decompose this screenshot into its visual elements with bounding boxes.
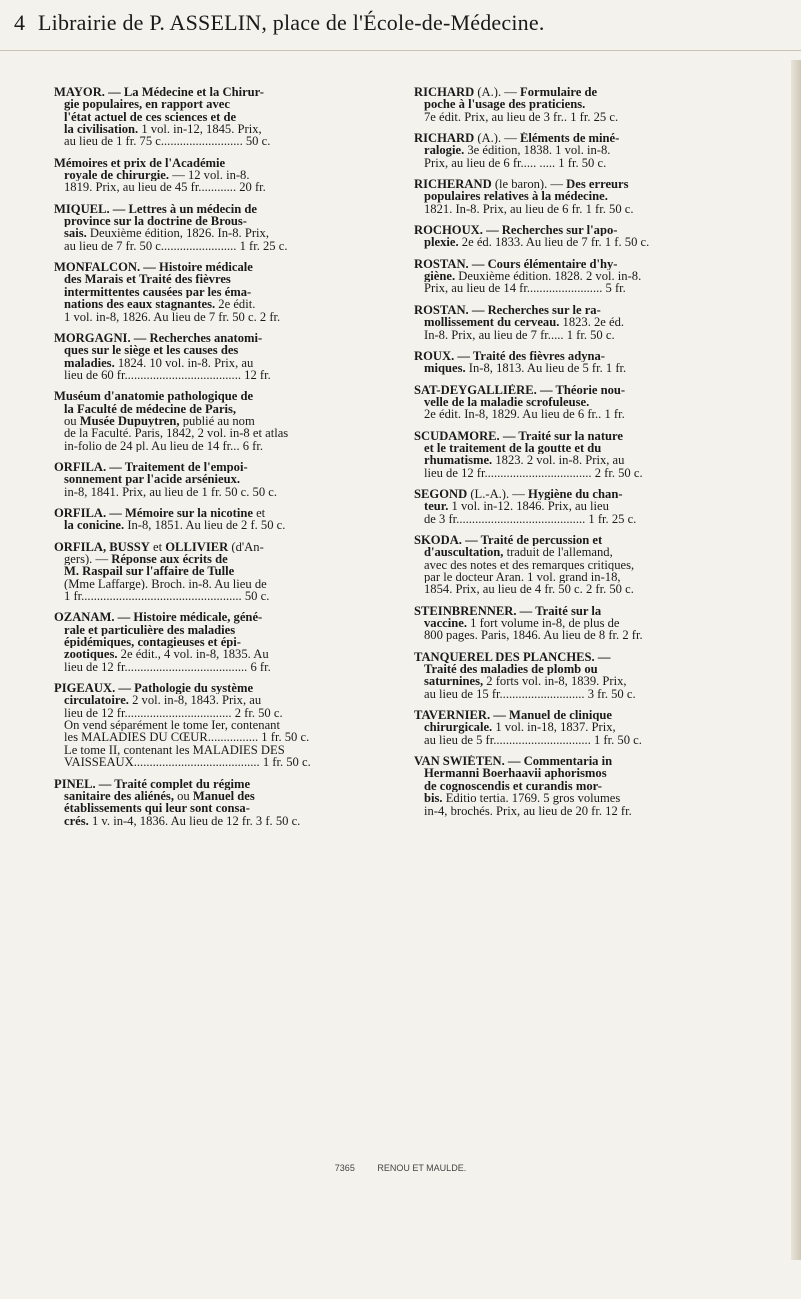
- entry-line: [54, 553, 404, 565]
- entry-bold-text: giène.: [424, 270, 456, 283]
- catalog-entry: [414, 384, 784, 421]
- entry-line: [54, 694, 404, 706]
- catalog-entry: [414, 430, 784, 479]
- entry-line: [54, 261, 404, 273]
- entry-bold-text: MIQUEL. — Lettres à un médecin de: [54, 202, 258, 216]
- entry-line: [414, 605, 784, 617]
- entry-bold-text: MONFALCON. — Histoire médicale: [54, 261, 253, 274]
- catalog-entry: [54, 390, 404, 452]
- entry-line: [414, 651, 784, 663]
- entry-line: [54, 778, 404, 790]
- entry-bold-text: PIGEAUX. — Pathologie du système: [54, 682, 254, 695]
- entry-line: [54, 298, 404, 310]
- entry-line: [54, 731, 404, 743]
- entry-line: [414, 571, 784, 583]
- entry-bold-text: rhumatisme.: [424, 454, 493, 467]
- entry-line: [54, 756, 404, 768]
- entry-line: [54, 636, 404, 648]
- entry-line: [414, 190, 784, 202]
- entry-bold-text: chirurgicale.: [424, 721, 493, 734]
- entry-text: 1819. Prix, au lieu de 45 fr............ 20 fr.: [64, 181, 266, 194]
- entry-line: [414, 396, 784, 408]
- entry-bold-text: SKODA. — Traité de percussion et: [414, 533, 603, 547]
- entry-text: in-folio de 24 pl. Au lieu de 14 fr... 6 fr.: [64, 439, 264, 452]
- entry-line: [54, 473, 404, 485]
- entry-text: (A.). —: [474, 86, 520, 99]
- catalog-entry: [414, 534, 784, 596]
- entry-line: [414, 709, 784, 721]
- left-column: [54, 86, 404, 836]
- entry-line: [414, 384, 784, 396]
- entry-bold-text: Musée Dupuytren,: [79, 414, 180, 428]
- entry-text: 2 vol. in-8, 1843. Prix, au: [128, 694, 262, 707]
- entry-line: [414, 203, 784, 215]
- entry-text: au lieu de 1 fr. 75 c.......................... 50 c.: [64, 135, 271, 148]
- entry-bold-text: MORGAGNI. — Recherches anatomi-: [54, 331, 263, 345]
- entry-bold-text: ORFILA, BUSSY: [54, 540, 150, 553]
- entry-line: [414, 350, 784, 362]
- entry-line: [414, 442, 784, 454]
- entry-line: [54, 181, 404, 193]
- entry-bold-text: intermittentes causées par les éma-: [64, 285, 252, 299]
- entry-line: [414, 144, 784, 156]
- entry-text: (d'An-: [228, 540, 264, 553]
- entry-line: [54, 123, 404, 135]
- entry-line: [414, 755, 784, 767]
- entry-line: [54, 203, 404, 215]
- entry-line: [54, 169, 404, 181]
- catalog-entry: [54, 541, 404, 603]
- entry-bold-text: ROSTAN. — Cours élémentaire d'hy-: [414, 257, 618, 271]
- entry-bold-text: circulatoire.: [64, 694, 129, 707]
- entry-text: par le docteur Aran. 1 vol. grand in-18,: [424, 571, 621, 584]
- catalog-entry: [414, 755, 784, 817]
- catalog-entry: [414, 350, 784, 375]
- entry-text: (A.). —: [474, 132, 520, 145]
- entry-line: [414, 98, 784, 110]
- entry-bold-text: sonnement par l'acide arsénieux.: [64, 473, 241, 486]
- entry-text: (Mme Laffarge). Broch. in-8. Au lieu de: [64, 577, 267, 591]
- catalog-entry: [414, 178, 784, 215]
- entry-line: [54, 565, 404, 577]
- entry-bold-text: bis.: [424, 792, 443, 805]
- entry-line: [54, 427, 404, 439]
- entry-line: [54, 661, 404, 673]
- entry-text: in-8, 1841. Prix, au lieu de 1 fr. 50 c. 50 c.: [64, 485, 278, 498]
- entry-bold-text: la civilisation.: [64, 123, 139, 136]
- entry-line: [414, 767, 784, 779]
- entry-bold-text: Manuel des: [192, 789, 255, 803]
- entry-text: de la Faculté. Paris, 1842, 2 vol. in-8 et atlas: [64, 427, 289, 440]
- entry-line: [414, 675, 784, 687]
- entry-bold-text: PINEL. — Traité complet du régime: [54, 777, 251, 790]
- entry-bold-text: la conicine.: [64, 519, 125, 532]
- footer-code: 7365: [334, 1163, 355, 1173]
- entry-bold-text: poche à l'usage des praticiens.: [424, 98, 586, 111]
- entry-bold-text: ROUX. — Traité des fièvres adyna-: [414, 349, 605, 363]
- entry-text: (L.-A.). —: [467, 487, 529, 501]
- catalog-entry: [414, 224, 784, 249]
- entry-line: [54, 332, 404, 344]
- entry-text: lieu de 60 fr..................................... 12 fr.: [64, 368, 271, 382]
- entry-text: gers). —: [64, 553, 112, 566]
- entry-line: [54, 369, 404, 381]
- entry-line: [54, 611, 404, 623]
- entry-text: 1 fort volume in-8, de plus de: [467, 617, 620, 630]
- entry-line: [414, 663, 784, 675]
- entry-text: 1823. 2e éd.: [559, 316, 625, 329]
- catalog-entry: [54, 507, 404, 532]
- entry-line: [414, 583, 784, 595]
- entry-bold-text: teur.: [424, 500, 449, 513]
- entry-bold-text: RICHERAND: [414, 178, 492, 191]
- entry-bold-text: Traité des maladies de plomb ou: [424, 663, 598, 676]
- catalog-entry: [54, 611, 404, 673]
- entry-bold-text: Formulaire de: [520, 86, 598, 99]
- entry-text: Le tome II, contenant les MALADIES DES: [64, 743, 285, 757]
- entry-bold-text: RICHARD: [414, 86, 475, 99]
- catalog-entry: [54, 157, 404, 194]
- entry-text: au lieu de 15 fr........................... 3 fr. 50 c.: [424, 687, 636, 701]
- catalog-entry: [54, 682, 404, 768]
- entry-line: [54, 461, 404, 473]
- page-title: Librairie de P. ASSELIN, place de l'École-de-Médecine.: [38, 10, 545, 35]
- entry-bold-text: nations des eaux stagnantes.: [64, 298, 216, 311]
- entry-line: [414, 792, 784, 804]
- entry-line: [54, 111, 404, 123]
- entry-bold-text: ralogie.: [424, 144, 465, 157]
- entry-bold-text: Muséum d'anatomie pathologique de: [54, 390, 254, 403]
- entry-bold-text: sais.: [64, 227, 87, 240]
- entry-text: ou: [64, 414, 80, 428]
- entry-line: [54, 311, 404, 323]
- entry-bold-text: M. Raspail sur l'affaire de Tulle: [64, 565, 235, 578]
- entry-line: [54, 344, 404, 356]
- entry-line: [414, 236, 784, 248]
- catalog-entry: [414, 258, 784, 295]
- entry-bold-text: la Faculté de médecine de Paris,: [64, 402, 237, 415]
- entry-line: [54, 286, 404, 298]
- entry-bold-text: ORFILA. — Mémoire sur la nicotine: [54, 506, 253, 520]
- entry-line: [54, 541, 404, 553]
- entry-line: [414, 270, 784, 282]
- entry-text: Deuxième édition, 1826. In-8. Prix,: [86, 227, 269, 240]
- entry-bold-text: rale et particulière des maladies: [64, 623, 236, 637]
- entry-text: et: [149, 540, 166, 553]
- entry-text: 1 vol. in-12, 1845. Prix,: [138, 123, 262, 136]
- entry-line: [414, 224, 784, 236]
- entry-bold-text: royale de chirurgie.: [64, 169, 170, 182]
- entry-bold-text: crés.: [64, 814, 89, 827]
- entry-line: [414, 178, 784, 190]
- entry-line: [414, 734, 784, 746]
- entry-bold-text: gie populaires, en rapport avec: [64, 98, 230, 111]
- entry-line: [54, 215, 404, 227]
- entry-line: [54, 507, 404, 519]
- catalog-entry: [54, 461, 404, 498]
- entry-bold-text: ORFILA. — Traitement de l'empoi-: [54, 460, 248, 474]
- entry-line: [414, 559, 784, 571]
- entry-line: [414, 467, 784, 479]
- entry-text: lieu de 12 fr.................................. 2 fr. 50 c.: [64, 706, 283, 720]
- entry-text: lieu de 12 fr.................................. 2 fr. 50 c.: [424, 466, 643, 479]
- entry-line: [414, 454, 784, 466]
- entry-line: [54, 440, 404, 452]
- entry-bold-text: des Marais et Traité des fièvres: [64, 273, 231, 286]
- entry-line: [54, 403, 404, 415]
- entry-text: VAISSEAUX........................................ 1 fr. 50 c.: [64, 756, 311, 769]
- entry-bold-text: Mémoires et prix de l'Académie: [54, 156, 226, 170]
- catalog-entry: [414, 304, 784, 341]
- entry-text: avec des notes et des remarques critiques,: [424, 558, 635, 571]
- catalog-entry: [414, 605, 784, 642]
- entry-line: [54, 682, 404, 694]
- entry-bold-text: établissements qui leur sont consa-: [64, 802, 250, 815]
- entry-bold-text: zootiques.: [64, 648, 118, 661]
- entry-line: [54, 790, 404, 802]
- entry-bold-text: OLLIVIER: [165, 540, 229, 553]
- entry-text: et: [252, 506, 266, 520]
- entry-bold-text: Hygiène du chan-: [528, 487, 623, 501]
- entry-bold-text: SEGOND: [414, 487, 468, 501]
- entry-line: [54, 519, 404, 531]
- entry-bold-text: maladies.: [64, 356, 115, 369]
- entry-line: [54, 802, 404, 814]
- entry-bold-text: d'auscultation,: [424, 546, 504, 559]
- entry-line: [54, 648, 404, 660]
- footer-printer: RENOU ET MAULDE.: [377, 1163, 467, 1173]
- entry-bold-text: TANQUEREL DES PLANCHES. —: [414, 650, 611, 664]
- entry-bold-text: SAT-DEYGALLIÈRE. — Théorie nou-: [414, 383, 626, 396]
- entry-text: 3e édition, 1838. 1 vol. in-8.: [464, 144, 611, 157]
- entry-bold-text: de cognoscendis et curandis mor-: [424, 779, 602, 793]
- entry-text: 1824. 10 vol. in-8. Prix, au: [114, 356, 254, 369]
- entry-text: in-4, brochés. Prix, au lieu de 20 fr. 12 fr.: [424, 804, 632, 817]
- entry-line: [54, 707, 404, 719]
- entry-line: [414, 282, 784, 294]
- entry-text: In-8. Prix, au lieu de 7 fr..... 1 fr. 50 c.: [424, 328, 615, 341]
- entry-bold-text: TAVERNIER. — Manuel de clinique: [414, 709, 612, 722]
- entry-text: 1854. Prix, au lieu de 4 fr. 50 c. 2 fr. 50 c.: [424, 583, 634, 596]
- entry-text: 2 forts vol. in-8, 1839. Prix,: [483, 675, 627, 688]
- entry-text: Prix, au lieu de 14 fr........................ 5 fr.: [424, 282, 626, 295]
- entry-text: Prix, au lieu de 6 fr..... ..... 1 fr. 50 c.: [424, 156, 607, 170]
- entry-bold-text: saturnines,: [424, 675, 484, 688]
- entry-line: [414, 534, 784, 546]
- entry-bold-text: Éléments de miné-: [520, 132, 620, 145]
- entry-text: au lieu de 5 fr............................... 1 fr. 50 c.: [424, 733, 642, 747]
- entry-line: [414, 329, 784, 341]
- entry-line: [414, 258, 784, 270]
- entry-bold-text: sanitaire des aliénés,: [64, 789, 174, 803]
- entry-text: de 3 fr......................................... 1 fr. 25 c.: [424, 512, 637, 525]
- entry-text: — 12 vol. in-8.: [169, 169, 250, 182]
- entry-line: [54, 86, 404, 98]
- page-header: [0, 0, 801, 51]
- page-edge-shadow: [791, 60, 801, 1260]
- entry-line: [54, 273, 404, 285]
- entry-line: [414, 688, 784, 700]
- entry-text: 1 vol. in-8, 1826. Au lieu de 7 fr. 50 c. 2 fr.: [64, 310, 281, 323]
- entry-text: 1 vol. in-18, 1837. Prix,: [492, 721, 616, 734]
- entry-bold-text: plexie.: [424, 236, 459, 249]
- page-number: 4: [14, 10, 25, 35]
- entry-line: [54, 157, 404, 169]
- entry-line: [414, 111, 784, 123]
- entry-line: [414, 132, 784, 144]
- entry-bold-text: ROCHOUX. — Recherches sur l'apo-: [414, 224, 618, 237]
- entry-line: [414, 316, 784, 328]
- entry-text: lieu de 12 fr....................................... 6 fr.: [64, 660, 271, 674]
- entry-line: [54, 240, 404, 252]
- entry-text: On vend séparément le tome Ier, contenant: [64, 719, 280, 732]
- entry-text: In-8, 1851. Au lieu de 2 f. 50 c.: [124, 519, 286, 532]
- catalog-entry: [54, 203, 404, 252]
- catalog-entry: [414, 132, 784, 169]
- catalog-entry: [54, 261, 404, 323]
- entry-bold-text: vaccine.: [424, 617, 468, 630]
- entry-line: [414, 617, 784, 629]
- entry-line: [414, 362, 784, 374]
- entry-bold-text: Hermanni Boerhaavii aphorismos: [424, 767, 607, 780]
- entry-line: [54, 390, 404, 402]
- entry-line: [414, 500, 784, 512]
- entry-line: [414, 488, 784, 500]
- entry-text: Deuxième édition. 1828. 2 vol. in-8.: [455, 270, 642, 283]
- entry-text: In-8, 1813. Au lieu de 5 fr. 1 fr.: [465, 362, 627, 375]
- right-column: [414, 86, 784, 826]
- entry-text: 1 fr................................................... 50 c.: [64, 590, 270, 603]
- entry-text: au lieu de 7 fr. 50 c........................ 1 fr. 25 c.: [64, 239, 288, 253]
- entry-line: [414, 780, 784, 792]
- entry-bold-text: Réponse aux écrits de: [111, 553, 228, 566]
- entry-line: [414, 157, 784, 169]
- entry-bold-text: populaires relatives à la médecine.: [424, 190, 608, 203]
- entry-text: Editio tertia. 1769. 5 gros volumes: [442, 792, 621, 805]
- entry-text: 1 v. in-4, 1836. Au lieu de 12 fr. 3 f. 50 c.: [88, 814, 301, 827]
- entry-line: [414, 513, 784, 525]
- entry-bold-text: ques sur le siège et les causes des: [64, 344, 239, 357]
- catalog-entry: [414, 488, 784, 525]
- entry-line: [54, 624, 404, 636]
- entry-line: [54, 227, 404, 239]
- entry-text: 1821. In-8. Prix, au lieu de 6 fr. 1 fr. 50 c.: [424, 202, 634, 216]
- entry-text: 7e édit. Prix, au lieu de 3 fr.. 1 fr. 25 c.: [424, 110, 619, 124]
- entry-text: traduit de l'allemand,: [503, 546, 613, 559]
- entry-text: ou: [173, 789, 193, 803]
- catalog-entry: [414, 709, 784, 746]
- entry-line: [414, 546, 784, 558]
- entry-line: [54, 590, 404, 602]
- entry-text: les MALADIES DU CŒUR................ 1 fr. 50 c.: [64, 731, 310, 744]
- catalog-entry: [54, 332, 404, 381]
- entry-line: [414, 430, 784, 442]
- entry-bold-text: SCUDAMORE. — Traité sur la nature: [414, 429, 623, 442]
- entry-text: 1 vol. in-12. 1846. Prix, au lieu: [448, 500, 609, 513]
- entry-line: [54, 578, 404, 590]
- entry-bold-text: miques.: [424, 362, 466, 375]
- entry-line: [414, 304, 784, 316]
- printer-footer: [0, 1163, 801, 1173]
- entry-bold-text: VAN SWIÉTEN. — Commentaria in: [414, 755, 613, 768]
- entry-line: [414, 629, 784, 641]
- entry-bold-text: OZANAM. — Histoire médicale, géné-: [54, 611, 263, 624]
- entry-line: [54, 135, 404, 147]
- entry-line: [414, 721, 784, 733]
- catalog-entry: [414, 86, 784, 123]
- entry-text: 1823. 2 vol. in-8. Prix, au: [492, 454, 625, 467]
- entry-text: 800 pages. Paris, 1846. Au lieu de 8 fr. 2 fr.: [424, 629, 643, 642]
- entry-text: 2e édit., 4 vol. in-8, 1835. Au: [117, 648, 269, 661]
- entry-line: [54, 719, 404, 731]
- entry-bold-text: STEINBRENNER. — Traité sur la: [414, 604, 602, 618]
- entry-bold-text: Des erreurs: [566, 178, 629, 191]
- entry-text: 2e éd. 1833. Au lieu de 7 fr. 1 f. 50 c.: [458, 236, 650, 249]
- entry-line: [54, 415, 404, 427]
- entry-bold-text: RICHARD: [414, 132, 475, 145]
- catalog-entry: [54, 778, 404, 827]
- entry-bold-text: MAYOR. — La Médecine et la Chirur-: [54, 86, 264, 99]
- entry-line: [54, 744, 404, 756]
- entry-text: 2e édit.: [215, 298, 256, 311]
- entry-line: [54, 486, 404, 498]
- entry-line: [414, 805, 784, 817]
- entry-line: [414, 408, 784, 420]
- entry-line: [54, 815, 404, 827]
- entry-bold-text: épidémiques, contagieuses et épi-: [64, 636, 242, 649]
- entry-text: 2e édit. In-8, 1829. Au lieu de 6 fr.. 1 fr.: [424, 408, 625, 421]
- entry-bold-text: province sur la doctrine de Brous-: [64, 215, 247, 228]
- entry-bold-text: ROSTAN. — Recherches sur le ra-: [414, 303, 601, 317]
- catalog-entry: [54, 86, 404, 148]
- catalog-entry: [414, 651, 784, 700]
- entry-line: [54, 98, 404, 110]
- entry-text: (le baron). —: [491, 178, 567, 191]
- entry-line: [54, 357, 404, 369]
- entry-bold-text: mollissement du cerveau.: [424, 316, 560, 329]
- entry-bold-text: l'état actuel de ces sciences et de: [64, 110, 237, 124]
- entry-text: publié au nom: [179, 414, 255, 428]
- entry-line: [414, 86, 784, 98]
- entry-bold-text: velle de la maladie scrofuleuse.: [424, 395, 590, 409]
- entry-bold-text: et le traitement de la goutte et du: [424, 441, 602, 455]
